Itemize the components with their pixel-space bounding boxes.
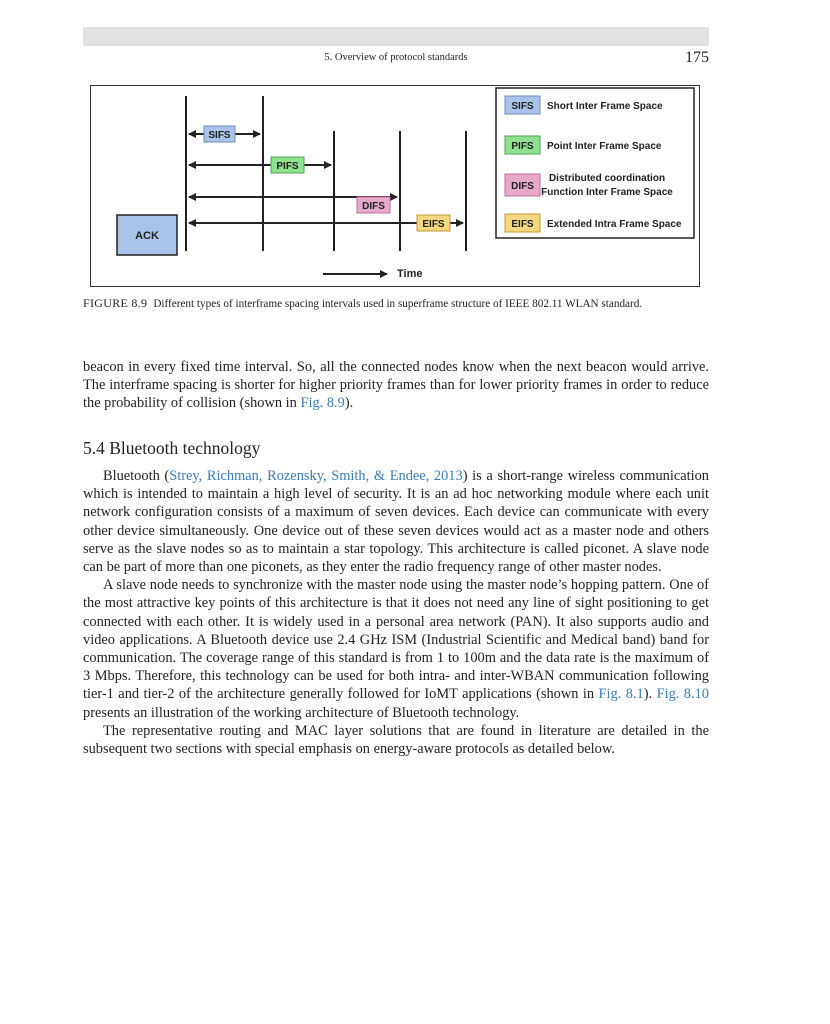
figure-8-9 <box>90 85 700 287</box>
paragraph-routing-mac <box>83 722 709 758</box>
paragraph-text: Bluetooth ( <box>103 468 170 484</box>
eifs-label: EIFS <box>422 219 445 230</box>
header-bar <box>83 27 709 46</box>
figure-caption-label: FIGURE 8.9 <box>83 296 148 310</box>
time-label: Time <box>397 268 423 280</box>
legend-sifs-text: Short Inter Frame Space <box>547 101 663 112</box>
paragraph-text: A slave node needs to synchronize with the master node using the master node’s hopping pattern. One of the most attractive key points of this architecture is that it does not need any line of sight positioning to get connected with each other. It is widely used in a personal area network (PAN). It also supports audio and video applications. A Bluetooth device use 2.4 GHz ISM (Industrial Scientific and Medical band) band for communication. The coverage range of this standard is from 1 to 100m and the data rate is the maximum of 3 Mbps. Therefore, this technology can be used for both intra- and inter-WBAN communication following tier-1 and tier-2 of the architecture generally followed for IoMT applications (shown in <box>83 577 709 703</box>
paragraph-beacon <box>83 358 709 413</box>
ack-label: ACK <box>135 230 159 242</box>
figure-link[interactable]: Fig. 8.9 <box>300 395 345 412</box>
legend-eifs-abbr: EIFS <box>511 219 534 230</box>
legend-pifs-abbr: PIFS <box>511 141 534 152</box>
sifs-label: SIFS <box>208 130 231 141</box>
paragraph-text: ) is a short-range wireless communication which is intended to maintain a high level of security. It is an ad hoc networking module where each unit network configuration consists of a maximum of seven devices. Each device can communicate with every other device simultaneously. One device out of these seven devices would act as a master node and others serve as the slave nodes so as to maintain a star topology. This architecture is called piconet. A slave node can be part of more than one piconets, as they enter the radio frequency range of other master nodes. <box>83 468 709 576</box>
legend-pifs-text: Point Inter Frame Space <box>547 141 662 152</box>
figure-link[interactable]: Fig. 8.10 <box>656 686 709 703</box>
paragraph-text: presents an illustration of the working architecture of Bluetooth technology. <box>83 704 520 721</box>
figure-caption-text: Different types of interframe spacing intervals used in superframe structure of IEEE 802.11 WLAN standard. <box>153 298 643 310</box>
figure-caption <box>83 296 709 311</box>
figure-link[interactable]: Fig. 8.1 <box>598 686 644 703</box>
paragraph-text: ). <box>643 686 657 703</box>
section-title: 5.4 Bluetooth technology <box>83 438 261 458</box>
legend-sifs-abbr: SIFS <box>511 101 534 112</box>
paragraph-text: The representative routing and MAC layer solutions that are found in literature are detailed in the subsequent two sections with special emphasis on energy-aware protocols as detailed below. <box>83 722 709 758</box>
legend-difs-abbr: DIFS <box>511 181 534 192</box>
paragraph-slave-node <box>83 576 709 722</box>
page-number: 175 <box>685 49 709 66</box>
section-body <box>83 467 709 758</box>
legend-difs-text-line1: Distributed coordination <box>548 173 666 184</box>
pifs-label: PIFS <box>276 161 299 172</box>
difs-label: DIFS <box>362 201 385 212</box>
paragraph-text: beacon in every fixed time interval. So, all the connected nodes know when the next beacon would arrive. The interframe spacing is shorter for higher priority frames than for lower priority frames in order to reduce the probability of collision (shown in <box>83 359 709 412</box>
paragraph-text: ). <box>344 395 354 412</box>
ifs-diagram <box>91 86 698 285</box>
paragraph-bluetooth-intro <box>83 467 709 576</box>
citation-link[interactable]: Strey, Richman, Rozensky, Smith, & Endee, 2013 <box>169 468 463 484</box>
legend-difs-text-line2: Function Inter Frame Space <box>541 187 673 198</box>
legend-eifs-text: Extended Intra Frame Space <box>547 219 682 230</box>
running-head: 5. Overview of protocol standards <box>324 52 468 63</box>
